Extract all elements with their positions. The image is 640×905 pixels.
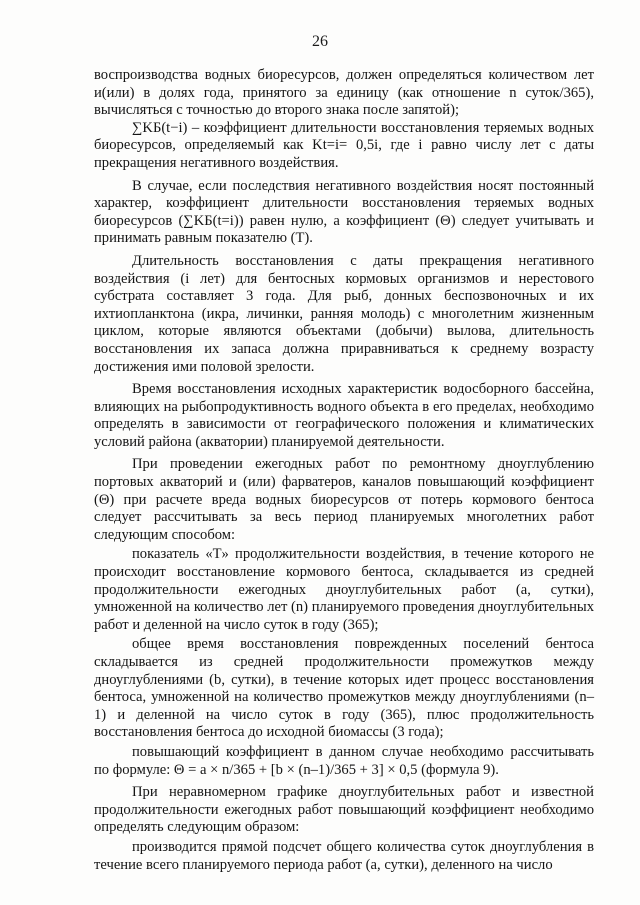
paragraph: Время восстановления исходных характеристик водосборного бассейна, влияющих на рыбопродуктивность водного объекта в его пределах, необходимо определять в зависимости от географического положения и климатических условий района (акватории) планируемой деятельности. (94, 381, 594, 450)
paragraph: При неравномерном графике дноуглубительных работ и известной продолжительности ежегодных работ повышающий коэффициент необходимо определять следующим образом: (94, 784, 594, 836)
paragraph: ∑KБ(t−i) – коэффициент длительности восстановления теряемых водных биоресурсов, определяемый как Kt=i= 0,5i, где i равно числу лет с даты прекращения негативного воздействия. (94, 119, 594, 171)
page-number: 26 (312, 33, 328, 50)
paragraph: Длительность восстановления с даты прекращения негативного воздействия (i лет) для бентосных кормовых организмов и нерестового субстрата составляет 3 года. Для рыб, донных беспозвоночных и их ихтиопланктона (икра, личинки, ранняя молодь) с многолетним жизненным циклом, которые являются объектами (добычи) вылова, длительность восстановления их запаса должна приравниваться к среднему возрасту достижения ими половой зрелости. (94, 252, 594, 375)
paragraph: воспроизводства водных биоресурсов, должен определяться количеством лет и(или) в долях года, принятого за единицу (как отношение n суток/365), вычисляться с точностью до второго знака после запятой); (94, 67, 594, 119)
paragraph: повышающий коэффициент в данном случае необходимо рассчитывать по формуле: Θ = a × n/365 + [b × (n–1)/365 + 3] × 0,5 (формула 9). (94, 743, 594, 778)
body-text (94, 67, 594, 874)
paragraph: общее время восстановления поврежденных поселений бентоса складывается из средней продолжительности промежутков между дноуглублениями (b, сутки), в течение которых идет процесс восстановления бентоса, умноженной на количество промежутков между дноуглублениями (n–1) и деленной на число суток в году (365), плюс продолжительность восстановления бентоса до исходной биомассы (3 года); (94, 636, 594, 741)
paragraph: В случае, если последствия негативного воздействия носят постоянный характер, коэффициент длительности восстановления теряемых водных биоресурсов (∑KБ(t=i)) равен нулю, а коэффициент (Θ) следует учитывать и принимать равным показателю (T). (94, 177, 594, 247)
paragraph: При проведении ежегодных работ по ремонтному дноуглублению портовых акваторий и (или) фарватеров, каналов повышающий коэффициент (Θ) при расчете вреда водных биоресурсов от потерь кормового бентоса следует рассчитывать за весь период планируемых многолетних работ следующим способом: (94, 456, 594, 543)
paragraph: показатель «T» продолжительности воздействия, в течение которого не происходит восстановление кормового бентоса, складывается из средней продолжительности ежегодных дноуглубительных работ (а, сутки), умноженной на количество лет (n) планируемого проведения дноуглубительных работ и деленной на число суток в году (365); (94, 546, 594, 633)
paragraph: производится прямой подсчет общего количества суток дноуглубления в течение всего планируемого периода работ (а, сутки), деленного на число (94, 838, 594, 873)
